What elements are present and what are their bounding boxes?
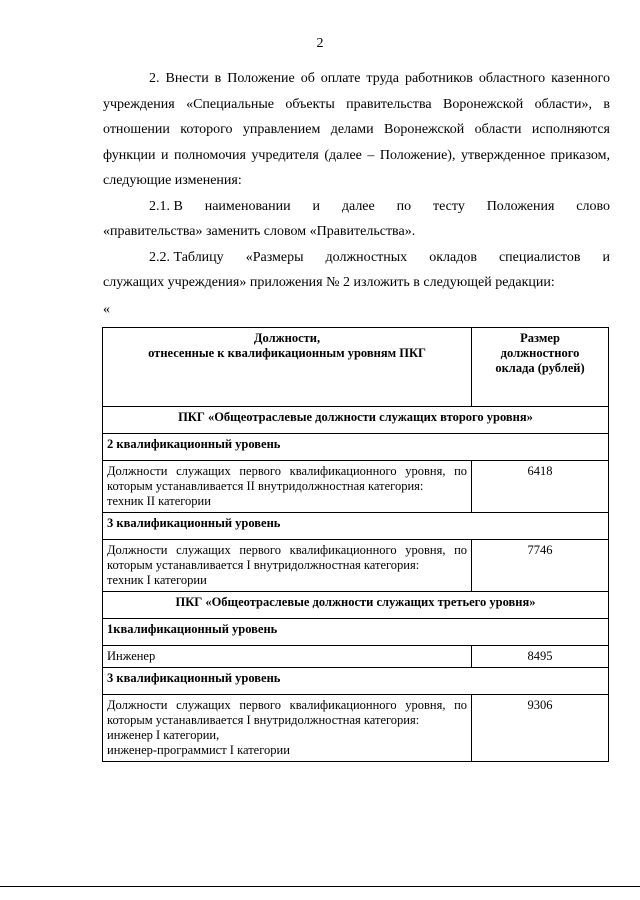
pkg-group-row: [103, 592, 609, 619]
paragraph-2-2-first-line: [103, 245, 610, 271]
position-cell: [103, 461, 472, 513]
word: тесту: [432, 198, 465, 214]
word: 2.2. Таблицу: [149, 249, 224, 265]
table-row: [103, 540, 609, 592]
paragraph-2-1-first-line: [103, 194, 610, 220]
paragraph-2-2-continuation: служащих учреждения» приложения № 2 изложить в следующей редакции:: [103, 275, 555, 290]
paragraph-2-1-continuation: «правительства» заменить словом «Правительства».: [103, 224, 416, 239]
table-row: [103, 646, 609, 668]
word: наименовании: [204, 198, 291, 214]
qualification-level-cell: 2 квалификационный уровень: [103, 434, 609, 461]
header-salary-label: Размер должностного оклада (рублей): [495, 331, 585, 375]
salary-table: [102, 327, 609, 762]
qualification-level-row: [103, 434, 609, 461]
qualification-level-cell: 3 квалификационный уровень: [103, 513, 609, 540]
word: далее: [341, 198, 375, 214]
qualification-level-cell: 3 квалификационный уровень: [103, 668, 609, 695]
footer-rule: [0, 886, 640, 887]
pkg-group-cell: ПКГ «Общеотраслевые должности служащих третьего уровня»: [103, 592, 609, 619]
position-description: Должности служащих первого квалификационного уровня, по которым устанавливается II внутридолжностная категория:: [107, 464, 468, 493]
header-positions-cell: [103, 328, 472, 407]
pkg-group-cell: ПКГ «Общеотраслевые должности служащих второго уровня»: [103, 407, 609, 434]
table-row: [103, 695, 609, 762]
word: 2.1. В: [149, 198, 183, 214]
qualification-level-cell: 1квалификационный уровень: [103, 619, 609, 646]
word: по: [396, 198, 412, 214]
salary-value-cell: 8495: [472, 646, 609, 668]
salary-value-cell: 9306: [472, 695, 609, 762]
salary-value-cell: 7746: [472, 540, 609, 592]
word: специалистов: [498, 249, 581, 265]
table-row: [103, 461, 609, 513]
position-title: инженер-программист I категории: [107, 743, 290, 757]
word: окладов: [429, 249, 477, 265]
word: и: [602, 249, 610, 265]
position-description: Инженер: [107, 649, 156, 663]
position-cell: [103, 540, 472, 592]
word: и: [312, 198, 320, 214]
word: должностных: [325, 249, 408, 265]
position-title: инженер I категории,: [107, 728, 220, 742]
position-description: Должности служащих первого квалификационного уровня, по которым устанавливается I внутридолжностная категория:: [107, 543, 468, 572]
position-title: техник I категории: [107, 573, 207, 587]
position-title: техник II категории: [107, 494, 211, 508]
qualification-level-row: [103, 668, 609, 695]
header-salary-cell: [472, 328, 609, 407]
opening-quote-mark: «: [103, 302, 110, 317]
word: слово: [576, 198, 610, 214]
position-cell: [103, 646, 472, 668]
word: «Размеры: [245, 249, 304, 265]
qualification-level-row: [103, 513, 609, 540]
salary-value-cell: 6418: [472, 461, 609, 513]
word: Положения: [486, 198, 555, 214]
pkg-group-row: [103, 407, 609, 434]
paragraph-2: 2. Внести в Положение об оплате труда работников областного казенного учреждения «Специальные объекты правительства Воронежской области», в отношении которого управлением делами Воронежской области исполняются функции и полномочия учредителя (далее – Положение), утвержденное приказом, следующие изменения:: [103, 71, 610, 188]
table-header-row: [103, 328, 609, 407]
position-cell: [103, 695, 472, 762]
header-positions-line1: Должности,: [253, 331, 321, 345]
qualification-level-row: [103, 619, 609, 646]
position-description: Должности служащих первого квалификационного уровня, по которым устанавливается I внутридолжностная категория:: [107, 698, 468, 727]
amendment-text: [103, 66, 610, 296]
page-number: 2: [316, 36, 324, 51]
header-positions-line2: отнесенные к квалификационным уровням ПКГ: [148, 346, 426, 360]
